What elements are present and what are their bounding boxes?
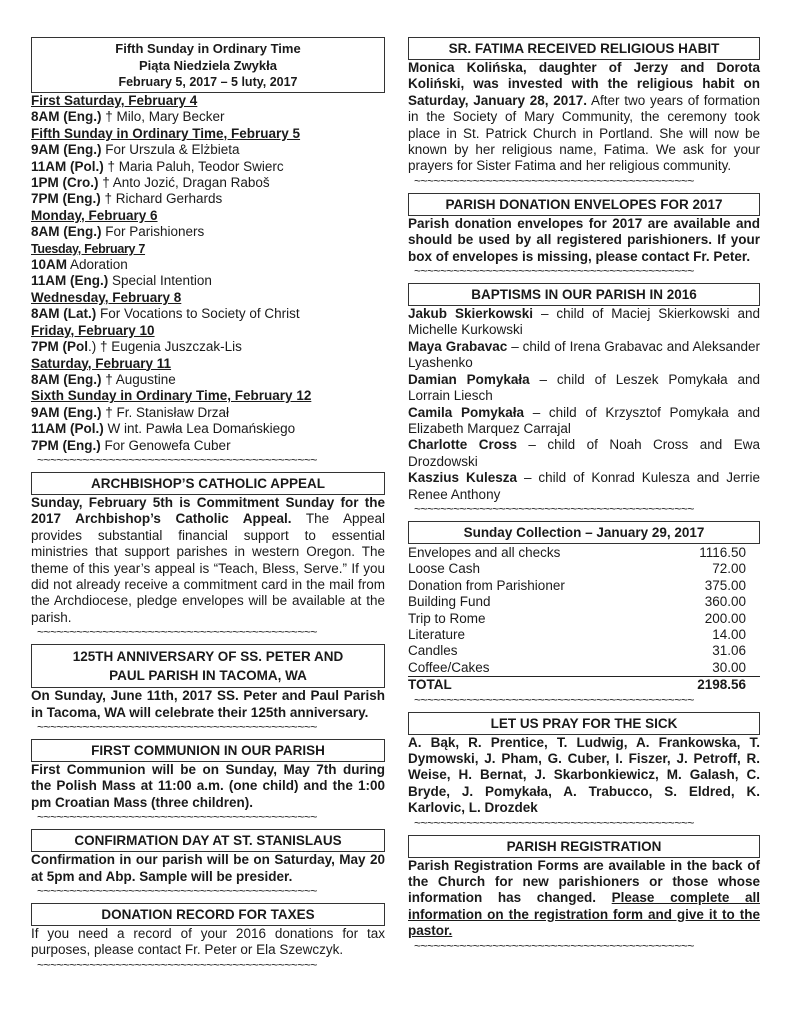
first-communion-header: FIRST COMMUNION IN OUR PARISH [31,739,385,762]
collection-row [408,627,760,643]
mass-intention: W int. Pawła Lea Domańskiego [103,421,296,437]
baptized-child-parents: – child of Noah Cross and Ewa Drozdowski [408,437,760,469]
mass-intention: For Genowefa Cuber [100,437,231,453]
baptized-child-name: Jakub Skierkowski [408,306,534,322]
schedule-mass-entry [31,438,385,454]
baptism-entry [408,470,760,503]
anniversary-header [31,644,385,688]
mass-time: 9AM (Eng.) [31,142,102,158]
schedule-day-heading: Friday, February 10 [31,322,155,338]
collection-amount: 375.00 [704,577,746,593]
registration-instruction: Please complete all information on the registration form and give it to the pastor. [408,890,760,939]
mass-time: 7PM (Pol [31,339,89,355]
sr-fatima-bold-text: Monica Kolińska, daughter of Jerzy and Dorota Koliński, was invested with the religious habit on Saturday, January 28, 2017. [408,60,760,108]
mass-time: 11AM (Pol.) [31,421,104,437]
separator: ~~~~~~~~~~~~~~~~~~~~~~~~~~~~~~~~~~~~~~~~~~~ [37,959,317,971]
collection-total-amount: 2198.56 [697,677,746,693]
schedule-mass-entry [31,159,385,175]
registration-body-text: Parish Registration Forms are available in the back of the Church for new parishioners or those whose information has changed. [408,857,760,906]
schedule-day-heading: First Saturday, February 4 [31,93,198,108]
collection-amount: 72.00 [712,561,746,577]
separator: ~~~~~~~~~~~~~~~~~~~~~~~~~~~~~~~~~~~~~~~~~~~ [37,812,317,824]
appeal-text [31,495,385,626]
appeal-bold-text: Sunday, February 5th is Commitment Sunday for the 2017 Archbishop’s Catholic Appeal. [31,494,385,527]
schedule-mass-entry [31,405,385,421]
schedule-mass-entry [31,273,385,289]
schedule-mass-entry [31,191,385,207]
schedule-day-heading: Wednesday, February 8 [31,289,182,305]
separator: ~~~~~~~~~~~~~~~~~~~~~~~~~~~~~~~~~~~~~~~~~~~ [37,454,317,466]
confirmation-text: Confirmation in our parish will be on Saturday, May 20 at 5pm and Abp. Sample will be presider. [31,852,385,884]
collection-total-label: TOTAL [408,677,452,693]
mass-intention: .) † Eugenia Juszczak-Lis [88,339,242,355]
mass-intention: For Urszula & Elżbieta [101,142,240,158]
confirmation-header: CONFIRMATION DAY AT ST. STANISLAUS [31,829,385,852]
donation-record-header: DONATION RECORD FOR TAXES [31,903,385,926]
collection-amount: 1116.50 [699,544,746,560]
schedule-mass-entry [31,372,385,388]
collection-amount: 200.00 [704,610,746,626]
sr-fatima-header: SR. FATIMA RECEIVED RELIGIOUS HABIT [408,37,760,60]
left-column [31,37,385,977]
baptism-entry [408,339,760,372]
envelopes-text: Parish donation envelopes for 2017 are available and should be used by all registered parishioners. If your box of envelopes is missing, please contact Fr. Peter. [408,215,760,264]
baptized-child-parents: – child of Irena Grabavac and Aleksander Lyashenko [408,338,761,371]
collection-label: Donation from Parishioner [408,577,565,593]
mass-schedule-dates: February 5, 2017 – 5 luty, 2017 [118,75,298,89]
baptized-child-parents: – child of Leszek Pomykała and Lorrain Liesch [408,371,761,404]
anniversary-title-line1: 125TH ANNIVERSARY OF SS. PETER AND [72,649,344,665]
baptism-entry [408,405,760,438]
collection-row [408,545,760,561]
collection-label: Coffee/Cakes [408,660,659,677]
baptized-child-parents: – child of Maciej Skierkowski and Michelle Kurkowski [408,306,760,338]
mass-time: 8AM (Lat.) [31,306,97,322]
schedule-mass-entry [31,109,385,125]
mass-intention: † Augustine [101,371,176,387]
collection-table [408,545,760,694]
collection-row [408,611,760,627]
mass-time: 11AM (Pol.) [31,158,104,174]
collection-label: Envelopes and all checks [408,544,561,560]
first-communion-text: First Communion will be on Sunday, May 7th during the Polish Mass at 11:00 a.m. (one child) and the 1:00 pm Croatian Mass (three children). [31,762,385,810]
collection-total-row [408,677,760,694]
donation-record-text: If you need a record of your 2016 donations for tax purposes, please contact Fr. Peter or Ela Szewczyk. [31,926,385,958]
baptized-child-name: Maya Grabavac [408,338,508,354]
baptized-child-parents: – child of Konrad Kulesza and Jerrie Renee Anthony [408,470,760,502]
mass-time: 8AM (Eng.) [31,224,102,240]
separator: ~~~~~~~~~~~~~~~~~~~~~~~~~~~~~~~~~~~~~~~~~~~ [414,940,694,952]
collection-amount: 30.00 [659,660,760,677]
mass-time: 7PM (Eng.) [31,191,101,207]
collection-header: Sunday Collection – January 29, 2017 [408,521,760,544]
schedule-day-heading: Saturday, February 11 [31,355,172,371]
appeal-body-text: The Appeal provides substantial financial support to essential ministries that support parishes in western Oregon. The theme of this year’s appeal is “Teach, Bless, Serve.” If you did not already receive a commitment card in the mail from the Archdiocese, pledge envelopes will be available at the parish. [31,511,386,625]
separator: ~~~~~~~~~~~~~~~~~~~~~~~~~~~~~~~~~~~~~~~~~~~ [414,503,694,515]
schedule-mass-entry [31,175,385,191]
collection-label: Literature [408,626,466,642]
mass-intention: For Vocations to Society of Christ [96,306,300,322]
baptism-entry [408,437,760,470]
collection-row [408,594,760,610]
mass-schedule-title-polish: Piąta Niedziela Zwykła [138,58,277,73]
anniversary-title-line2: PAUL PARISH IN TACOMA, WA [109,668,307,684]
schedule-day-heading: Fifth Sunday in Ordinary Time, February 5 [31,125,301,141]
schedule-mass-entry [31,306,385,322]
baptism-entry [408,306,760,339]
mass-time: 9AM (Eng.) [31,404,102,420]
registration-text [408,858,760,940]
separator: ~~~~~~~~~~~~~~~~~~~~~~~~~~~~~~~~~~~~~~~~~~~ [414,266,694,278]
mass-intention: Special Intention [108,273,212,289]
baptized-child-name: Damian Pomykała [408,371,530,387]
collection-row [408,643,760,659]
schedule-mass-entry [31,142,385,158]
mass-time: 8AM (Eng.) [31,371,102,387]
separator: ~~~~~~~~~~~~~~~~~~~~~~~~~~~~~~~~~~~~~~~~~~~ [37,627,317,639]
schedule-day-heading: Tuesday, February 7 [31,241,146,256]
collection-label: Loose Cash [408,561,481,577]
separator: ~~~~~~~~~~~~~~~~~~~~~~~~~~~~~~~~~~~~~~~~~~~ [414,175,694,187]
sick-header: LET US PRAY FOR THE SICK [408,712,760,735]
baptized-child-name: Charlotte Cross [408,437,517,453]
mass-intention: For Parishioners [101,224,205,240]
separator: ~~~~~~~~~~~~~~~~~~~~~~~~~~~~~~~~~~~~~~~~~~~ [37,722,317,733]
collection-amount: 31.06 [712,643,746,659]
mass-schedule-header [31,37,385,93]
baptism-entry [408,372,760,405]
sr-fatima-body-text: After two years of formation in the Society of Mary Community, the ceremony took place in St. Patrick Church in Portland. She will now be known by her religious name, Fatima. We ask for your prayers for Sister Fatima and her religious community. [408,92,760,174]
mass-time: 8AM (Eng.) [31,109,102,125]
envelopes-header: PARISH DONATION ENVELOPES FOR 2017 [408,193,760,216]
mass-intention: † Maria Paluh, Teodor Swierc [103,158,284,174]
mass-schedule-list [31,93,385,454]
schedule-day-heading: Sixth Sunday in Ordinary Time, February 12 [31,388,312,404]
mass-time: 10AM [31,257,68,273]
registration-header: PARISH REGISTRATION [408,835,760,858]
baptisms-header: BAPTISMS IN OUR PARISH IN 2016 [408,283,760,306]
mass-intention: † Anto Jozić, Dragan Raboš [98,175,270,191]
baptized-child-name: Kaszius Kulesza [408,470,517,486]
mass-intention: † Richard Gerhards [100,191,223,207]
separator: ~~~~~~~~~~~~~~~~~~~~~~~~~~~~~~~~~~~~~~~~~~~ [414,817,694,829]
mass-time: 1PM (Cro.) [31,175,99,191]
schedule-mass-entry [31,421,385,437]
anniversary-text: On Sunday, June 11th, 2017 SS. Peter and Paul Parish in Tacoma, WA will celebrate their 125th anniversary. [31,688,385,720]
baptisms-list [408,306,760,503]
sick-list: A. Bąk, R. Prentice, T. Ludwig, A. Frankowska, T. Dymowski, J. Pham, G. Cuber, I. Fiszer, J. Petroff, R. Weise, H. Bernat, J. Skarbonkiewicz, M. Galash, C. Bryde, J. Pomykała, A. Trabucco, S. Eldred, K. Karlovic, L. Drozdek [408,734,760,816]
mass-intention: Adoration [67,257,128,273]
mass-time: 7PM (Eng.) [31,437,101,453]
collection-label: Building Fund [408,594,491,610]
mass-schedule-title: Fifth Sunday in Ordinary Time [115,41,301,56]
baptized-child-name: Camila Pomykała [408,404,525,420]
sr-fatima-text [408,60,760,175]
separator: ~~~~~~~~~~~~~~~~~~~~~~~~~~~~~~~~~~~~~~~~~~~ [414,694,694,706]
schedule-mass-entry [31,339,385,355]
mass-intention: † Milo, Mary Becker [101,109,225,125]
mass-intention: † Fr. Stanisław Drzał [101,404,230,420]
collection-row [408,660,760,677]
baptized-child-parents: – child of Krzysztof Pomykała and Elizabeth Marquez Carrajal [408,404,761,436]
collection-amount: 360.00 [704,594,746,610]
collection-row [408,578,760,594]
schedule-day-heading: Monday, February 6 [31,207,158,223]
appeal-header: ARCHBISHOP’S CATHOLIC APPEAL [31,472,385,495]
collection-amount: 14.00 [712,626,746,642]
right-column [408,37,760,958]
separator: ~~~~~~~~~~~~~~~~~~~~~~~~~~~~~~~~~~~~~~~~~~~ [37,886,317,898]
mass-time: 11AM (Eng.) [31,273,109,289]
collection-label: Candles [408,643,458,659]
collection-row [408,561,760,577]
schedule-mass-entry [31,224,385,240]
schedule-mass-entry [31,257,385,273]
collection-label: Trip to Rome [408,610,486,626]
